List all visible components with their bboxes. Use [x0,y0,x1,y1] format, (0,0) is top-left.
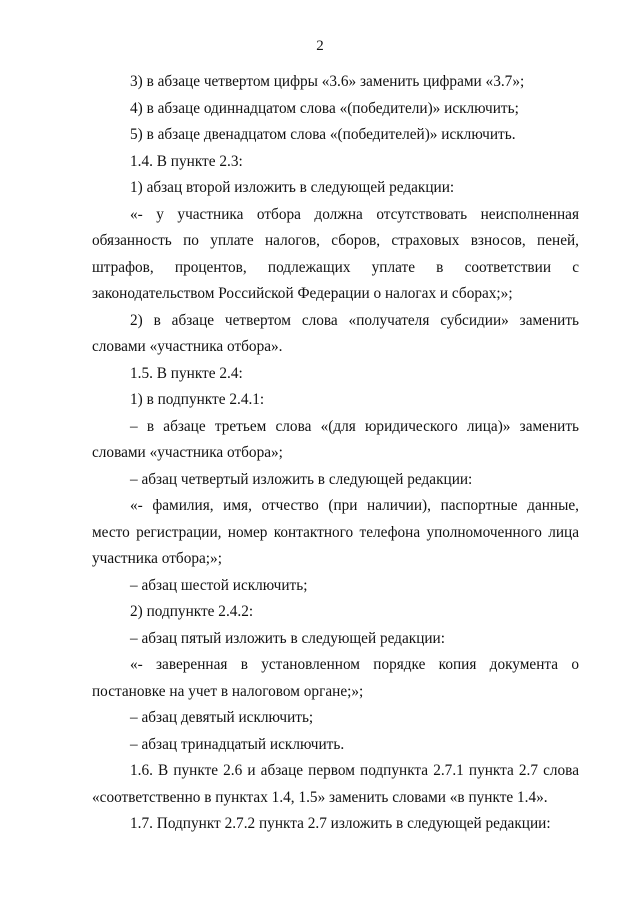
paragraph: 1.4. В пункте 2.3: [130,152,243,170]
paragraph: 2) в абзаце четвертом слова «получателя субсидии» заменить словами «участника отбора». [92,311,579,355]
paragraph: 2) подпункте 2.4.2: [130,603,254,620]
paragraph: «- у участника отбора должна отсутствовать неисполненная обязанность по уплате налогов, сборов, страховых взносов, пеней, штрафов, процентов, подлежащих уплате в соответствии с законодательством Российской Федерации о налогах и сборах;»; [92,205,579,302]
paragraph: – абзац четвертый изложить в следующей редакции: [130,470,473,488]
paragraph: – абзац пятый изложить в следующей редакции: [130,629,445,647]
paragraph: «- заверенная в установленном порядке копия документа о постановке на учет в налоговом органе;»; [92,656,579,700]
paragraph: – абзац тринадцатый исключить. [130,735,345,753]
paragraph: – абзац девятый исключить; [130,709,314,726]
paragraph: «- фамилия, имя, отчество (при наличии), паспортные данные, место регистрации, номер контактного телефона уполномоченного лица участника отбора;»; [92,497,579,567]
paragraph: 3) в абзаце четвертом цифры «3.6» заменить цифрами «3.7»; [130,73,525,90]
paragraph: 1) в подпункте 2.4.1: [130,391,265,408]
paragraph: 1) абзац второй изложить в следующей редакции: [130,179,455,196]
paragraph: 4) в абзаце одиннадцатом слова «(победители)» исключить; [130,99,519,117]
page-number: 2 [316,38,324,54]
paragraph: 1.5. В пункте 2.4: [130,364,243,382]
paragraph: 1.6. В пункте 2.6 и абзаце первом подпункта 2.7.1 пункта 2.7 слова «соответственно в пунктах 1.4, 1.5» заменить словами «в пункте 1.4». [92,762,579,806]
paragraph: – в абзаце третьем слова «(для юридического лица)» заменить словами «участника отбора»; [92,417,579,461]
paragraph: 1.7. Подпункт 2.7.2 пункта 2.7 изложить в следующей редакции: [130,815,551,832]
paragraph: 5) в абзаце двенадцатом слова «(победителей)» исключить. [130,126,516,143]
document-body [92,69,579,838]
paragraph: – абзац шестой исключить; [130,576,308,594]
